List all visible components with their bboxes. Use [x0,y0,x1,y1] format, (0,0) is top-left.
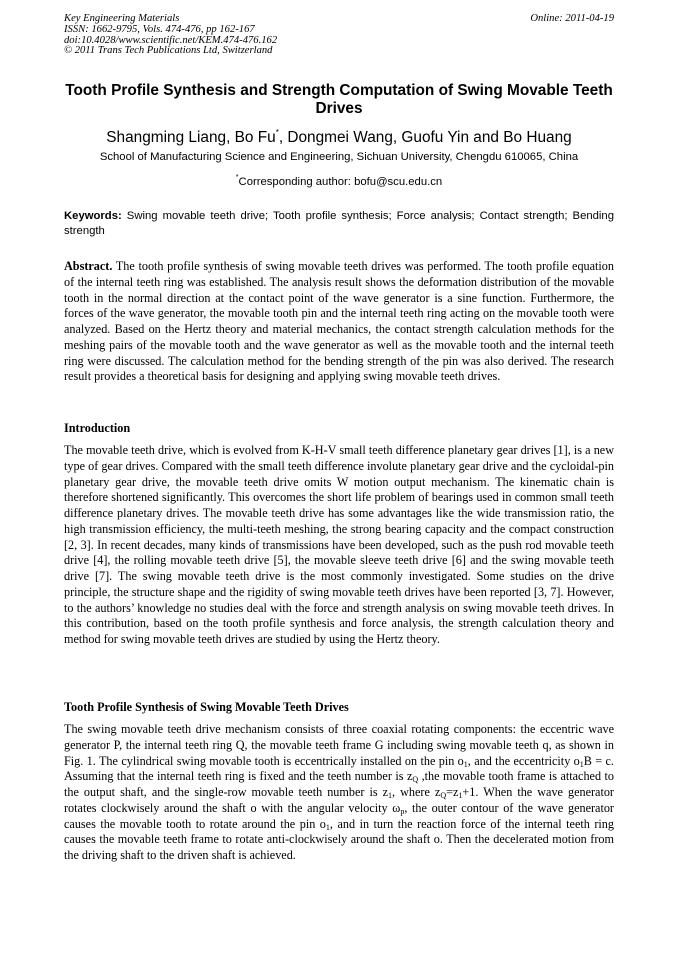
section-body-introduction: The movable teeth drive, which is evolved from K-H-V small teeth difference planetary gear drives [1], is a new type of gear drives. Compared with the small teeth difference involute planetary gear drive and the cycloidal-pin planetary gear drive, the movable teeth drive omits W motion output mechanism. The kinematic chain is therefore shortened significantly. This overcomes the short life problem of bearings used in common small teeth difference planetary drives. The movable teeth drive has some advantages like the wide transmission ratio, the high transmission efficiency, the multi-teeth meshing, the strong bearing capacity and the compact construction [2, 3]. In recent decades, many kinds of transmissions have been developed, such as the push rod movable teeth drive [4], the rolling movable teeth drive [5], the movable sleeve teeth drive [6] and the swing movable teeth drive [7]. The swing movable teeth drive is the most commonly investigated. Some studies on the drive principle, the structure shape and the rigidity of swing movable teeth drives have been reported [3, 7]. However, to the authors’ knowledge no studies deal with the force and strength analysis on swing movable teeth drives. In this contribution, based on the tooth profile synthesis and force analysis, the strength calculation theory and method for swing movable teeth drives are studied by using the Hertz theory. [64,443,614,646]
affiliation: School of Manufacturing Science and Engineering, Sichuan University, Chengdu 610065, China [99,151,579,163]
corresponding-author-mark: * [275,128,279,137]
keywords-label: Keywords: [64,210,122,222]
subscript: 1 [388,791,393,800]
authors-part-1: Shangming Liang, Bo Fu [106,129,276,146]
subscript: 1 [458,791,463,800]
paper-title: Tooth Profile Synthesis and Strength Computation of Swing Movable Teeth Drives [65,82,613,117]
online-date: Online: 2011-04-19 [530,13,614,24]
text-segment: , where z [392,785,441,799]
abstract-label: Abstract. [64,259,113,273]
corresponding-mark: * [235,174,239,181]
text-segment: B = c. Assuming that the internal teeth ring is fixed and the teeth number is z [64,753,614,784]
author-list [64,124,614,147]
subscript: p [400,806,405,816]
subscript: Q [440,791,447,800]
journal-header [64,14,614,57]
subscript: 1 [325,822,330,832]
section-body-tooth-profile-synthesis [64,722,614,864]
text-segment: , and in turn the reaction force of the internal teeth ring causes the movable teeth frame to rotate anti-clockwisely around the shaft o. Then the decelerated motion from the driving shaft to the driven shaft is achieved. [64,816,614,862]
section-heading-tooth-profile-synthesis: Tooth Profile Synthesis of Swing Movable Teeth Drives [64,700,349,714]
subscript: 1 [579,759,584,769]
keywords-text: Swing movable teeth drive; Tooth profile synthesis; Force analysis; Contact strength; Bending strength [64,210,614,237]
text-segment: The swing movable teeth drive mechanism consists of three coaxial rotating components: the eccentric wave generator P, the internal teeth ring Q, the movable teeth frame G including swing movable teeth q, as shown in Fig. 1. The cylindrical swing movable tooth is eccentrically installed on the pin o [64,722,614,768]
text-segment: +1. When the wave generator rotates clockwisely around the shaft o with the angular velocity ω [64,785,614,815]
keywords [64,209,614,239]
text-segment: , and the eccentricity o [467,753,580,768]
authors-part-2: , Dongmei Wang, Guofu Yin and Bo Huang [278,129,572,146]
text-segment: , the outer contour of the wave generator causes the movable tooth to rotate around the pin o [64,800,614,831]
subscript: 1 [463,759,468,769]
section-heading-introduction: Introduction [64,421,131,435]
subscript: Q [412,775,419,785]
journal-name: Key Engineering Materials [64,13,180,24]
corresponding-author [64,171,614,189]
corresponding-author-email: Corresponding author: bofu@scu.edu.cn [238,176,443,188]
abstract-text: The tooth profile synthesis of swing movable teeth drives was performed. The tooth profile equation of the internal teeth ring was established. The analysis result shows the deformation distribution of the movable tooth in the normal direction at the contact point of the wave generator is a sine function. Furthermore, the forces of the wave generator, the movable tooth pin and the internal teeth ring acting on the movable tooth were analyzed. Based on the Hertz theory and material mechanics, the contact strength calculation methods for the meshing pairs of the movable tooth and the wave generator as well as the movable tooth and the internal teeth ring were discussed. The calculation method for the bending strength of the pin was also derived. The research result provides a theoretical basis for designing and applying swing movable teeth drives. [64,259,614,384]
issn-line: ISSN: 1662-9795, Vols. 474-476, pp 162-167 [64,23,255,35]
abstract [64,259,614,385]
doi-line: doi:10.4028/www.scientific.net/KEM.474-476.162 [64,34,278,46]
text-segment: =z [446,785,459,799]
copyright-line: © 2011 Trans Tech Publications Ltd, Switzerland [64,45,273,57]
text-segment: ,the movable tooth frame is attached to the output shaft, and the single-row movable teeth number is z [64,769,615,799]
